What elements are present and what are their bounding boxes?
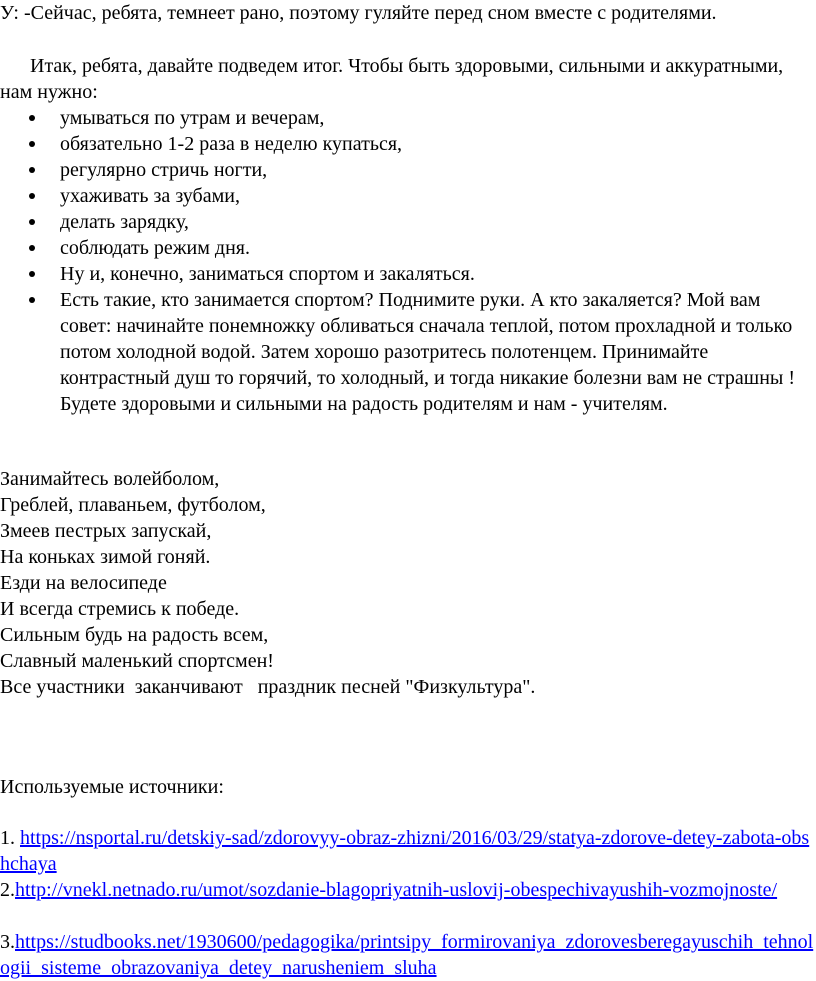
poem-line: Езди на велосипеде [0,572,167,594]
poem [0,466,535,700]
advice-list [0,105,816,417]
bullet-icon [29,271,35,277]
bullet-icon [29,245,35,251]
closing-line: Все участники заканчивают праздник песней "Физкультура". [0,676,536,698]
poem-line: Греблей, плаваньем, футболом, [0,494,266,516]
bullet-icon [29,115,35,121]
poem-line: Сильным будь на радость всем, [0,624,269,646]
list-item: Есть такие, кто занимается спортом? Поднимите руки. А кто закаляется? Мой вам совет: начинайте понемножку обливаться сначала теплой, потом прохладной и только потом холодной водой. Затем хорошо разотритесь полотенцем. Принимайте контрастный душ то горячий, то холодный, и тогда никакие болезни вам не страшны !Будете здоровыми и сильными на радость родителям и нам - учителям. [0,287,816,417]
poem-line: На коньках зимой гоняй. [0,546,211,568]
source-link-2[interactable]: http://vnekl.netnado.ru/umot/sozdanie-blagopriyatnih-uslovij-obespechivayushih-vozmojnoste/ [15,879,778,901]
bullet-icon [29,167,35,173]
source-item-3 [0,929,816,981]
poem-line: Змеев пестрых запускай, [0,520,212,542]
source-number: 1. [0,827,20,849]
list-item: Ну и, конечно, заниматься спортом и закаляться. [0,261,816,287]
source-item-2 [0,877,816,903]
source-link-3[interactable]: https://studbooks.net/1930600/pedagogika/printsipy_formirovaniya_zdorovesberegayuschih_tehnologii_sisteme_obrazovaniya_detey_narusheniem_sluha [0,931,814,979]
source-number: 2. [0,879,15,901]
list-item: соблюдать режим дня. [0,235,816,261]
bullet-icon [29,297,35,303]
bullet-icon [29,193,35,199]
source-number: 3. [0,931,15,953]
list-item: умываться по утрам и вечерам, [0,105,816,131]
source-link-1[interactable]: https://nsportal.ru/detskiy-sad/zdorovyy-obraz-zhizni/2016/03/29/statya-zdorove-detey-zabota-obshchaya [0,827,810,875]
poem-line: И всегда стремись к победе. [0,598,240,620]
intro-paragraph-1: У: -Сейчас, ребята, темнеет рано, поэтому гуляйте перед сном вместе с родителями. [0,2,717,24]
list-item: обязательно 1-2 раза в неделю купаться, [0,131,816,157]
poem-line: Славный маленький спортсмен! [0,650,274,672]
list-item: ухаживать за зубами, [0,183,816,209]
intro-paragraph-2: Итак, ребята, давайте подведем итог. Чтобы быть здоровыми, сильными и аккуратными, нам нужно: [0,55,784,103]
source-item-1 [0,825,816,877]
poem-line: Занимайтесь волейболом, [0,468,220,490]
bullet-icon [29,219,35,225]
sources-title: Используемые источники: [0,776,224,798]
bullet-icon [29,141,35,147]
list-item: регулярно стричь ногти, [0,157,816,183]
list-item: делать зарядку, [0,209,816,235]
